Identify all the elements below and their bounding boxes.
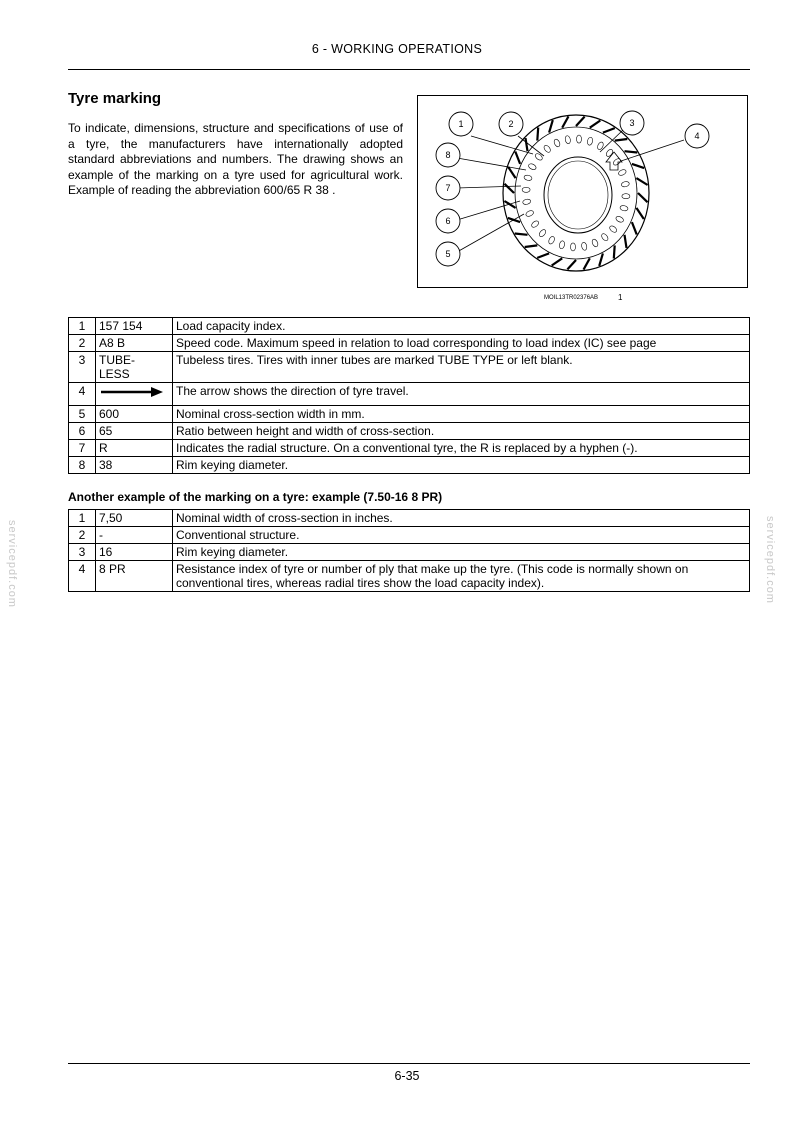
table-row — [69, 318, 750, 335]
marking-description: The arrow shows the direction of tyre travel. — [173, 383, 750, 406]
intro-paragraph: To indicate, dimensions, structure and specifications of use of a tyre, the manufacturers have internationally adopted standard abbreviations and numbers. The drawing shows an example of the marking on a tyre used for agricultural work. Example of reading the abbreviation 600/65 R 38 . — [68, 121, 403, 197]
tread-lug — [599, 253, 603, 266]
sidewall-mark — [609, 225, 618, 234]
row-number: 2 — [69, 527, 96, 544]
callout-leaders — [457, 130, 684, 252]
sidewall-mark — [538, 228, 547, 237]
marking-code: 8 PR — [96, 561, 173, 592]
row-number: 4 — [69, 561, 96, 592]
table-row — [69, 423, 750, 440]
sidewall-mark — [522, 187, 530, 192]
figure-caption: MOIL13TR02376AB — [544, 295, 599, 301]
tread-lug — [636, 208, 643, 219]
marking-description: Resistance index of tyre or number of ply that make up the tyre. (This code is normally shown on conventional tires, whereas radial tires show the load capacity index). — [173, 561, 750, 592]
marking-code — [96, 383, 173, 406]
marking-code: - — [96, 527, 173, 544]
tread-lug — [576, 117, 585, 126]
tread-lug — [515, 234, 528, 235]
marking-code: R — [96, 440, 173, 457]
callout-2-label: 2 — [508, 119, 514, 129]
tread-lug — [632, 222, 637, 234]
page-number: 6-35 — [394, 1069, 420, 1083]
table-row — [69, 527, 750, 544]
tyre-marking-table — [68, 317, 750, 474]
marking-description: Rim keying diameter. — [173, 457, 750, 474]
row-number: 5 — [69, 406, 96, 423]
second-example-heading: Another example of the marking on a tyre: example (7.50-16 8 PR) — [68, 490, 443, 504]
row-number: 2 — [69, 335, 96, 352]
header-rule — [68, 69, 750, 70]
marking-code: 16 — [96, 544, 173, 561]
sidewall-mark — [522, 198, 531, 205]
table-row — [69, 510, 750, 527]
tyre-figure — [417, 95, 748, 288]
row-number: 1 — [69, 318, 96, 335]
tread-lug — [584, 258, 590, 269]
tread-lug — [537, 128, 538, 141]
marking-code: 65 — [96, 423, 173, 440]
sidewall-mark — [615, 215, 624, 223]
sidewall-mark — [600, 233, 609, 242]
sidewall-mark — [524, 174, 533, 181]
running-header: 6 - WORKING OPERATIONS — [311, 42, 483, 56]
sidewall-mark — [559, 240, 566, 249]
marking-code: A8 B — [96, 335, 173, 352]
sidewall-mark — [528, 163, 537, 171]
tread-lug — [603, 128, 615, 133]
callout-7-label: 7 — [445, 183, 451, 193]
callout-6-label: 6 — [445, 216, 451, 226]
tread-lug — [562, 116, 568, 127]
marking-description: Tubeless tires. Tires with inner tubes are marked TUBE TYPE or left blank. — [173, 352, 750, 383]
sidewall-mark — [591, 238, 599, 247]
sidewall-mark — [618, 169, 627, 177]
row-number: 7 — [69, 440, 96, 457]
tyre-inner-outline — [515, 127, 637, 259]
marking-description: Indicates the radial structure. On a conventional tyre, the R is replaced by a hyphen (-). — [173, 440, 750, 457]
sidewall-mark — [622, 194, 630, 199]
marking-code: 600 — [96, 406, 173, 423]
marking-code — [96, 352, 173, 383]
tread-lug — [549, 120, 553, 133]
sidewall-mark — [577, 135, 582, 143]
table-row — [69, 440, 750, 457]
sidewall-mark — [564, 135, 571, 144]
watermark-right: servicepdf.com — [764, 516, 776, 604]
row-number: 4 — [69, 383, 96, 406]
sidewall-mark — [543, 144, 552, 153]
row-number: 8 — [69, 457, 96, 474]
tread-lug — [552, 258, 563, 265]
sidewall-mark — [620, 205, 629, 212]
sidewall-mark — [553, 138, 561, 147]
tread-lug — [632, 164, 644, 168]
callout-4-label: 4 — [694, 131, 700, 141]
row-number: 3 — [69, 544, 96, 561]
table-row — [69, 561, 750, 592]
tread-lug — [567, 260, 576, 269]
tread-lug — [638, 193, 648, 202]
callout-1-label: 1 — [458, 119, 464, 129]
tread-lugs — [504, 116, 647, 269]
sidewall-mark — [525, 210, 534, 218]
sidewall-mark — [530, 220, 539, 229]
callout-8-label: 8 — [445, 150, 451, 160]
callout-3-label: 3 — [629, 118, 635, 128]
marking-code: 7,50 — [96, 510, 173, 527]
sidewall-mark — [581, 242, 588, 251]
tread-lug — [614, 245, 615, 258]
marking-description: Conventional structure. — [173, 527, 750, 544]
marking-code: 157 154 — [96, 318, 173, 335]
row-number: 1 — [69, 510, 96, 527]
tread-lug — [615, 139, 628, 141]
table-row — [69, 544, 750, 561]
travel-direction-arrow-icon — [99, 384, 165, 398]
section-title: Tyre marking — [68, 90, 162, 107]
row-number: 3 — [69, 352, 96, 383]
tread-lug — [625, 151, 638, 152]
tread-lug — [504, 201, 515, 208]
tread-lug — [525, 245, 538, 247]
tread-lug — [636, 178, 647, 185]
marking-description: Load capacity index. — [173, 318, 750, 335]
marking-description: Nominal cross-section width in mm. — [173, 406, 750, 423]
tread-lug — [590, 121, 601, 128]
tread-lug — [526, 138, 528, 151]
tread-lug — [508, 167, 515, 178]
marking-description: Speed code. Maximum speed in relation to load corresponding to load index (IC) see page — [173, 335, 750, 352]
footer-rule — [68, 1063, 750, 1064]
table-row — [69, 457, 750, 474]
table-row — [69, 406, 750, 423]
tubeless-code: TUBE- LESS — [99, 353, 135, 381]
sidewall-mark — [587, 137, 594, 146]
watermark-left: servicepdf.com — [6, 520, 18, 608]
figure-number: 1 — [618, 293, 623, 302]
conventional-tyre-table — [68, 509, 750, 592]
tread-lug — [515, 152, 520, 164]
table-row — [69, 383, 750, 406]
callout-5-label: 5 — [445, 249, 451, 259]
sidewall-mark — [571, 243, 576, 251]
tyre-illustration — [418, 96, 749, 289]
tread-lug — [625, 235, 627, 248]
sidewall-mark — [605, 148, 614, 157]
marking-description: Rim keying diameter. — [173, 544, 750, 561]
marking-code: 38 — [96, 457, 173, 474]
tread-lug — [505, 184, 515, 193]
table-row — [69, 352, 750, 383]
sidewall-mark — [621, 181, 630, 188]
row-number: 6 — [69, 423, 96, 440]
marking-description: Ratio between height and width of cross-section. — [173, 423, 750, 440]
rim-inner — [548, 161, 608, 229]
table-row — [69, 335, 750, 352]
sidewall-mark — [548, 236, 556, 245]
marking-description: Nominal width of cross-section in inches. — [173, 510, 750, 527]
rim-outline — [544, 157, 612, 233]
sidewall-mark — [534, 152, 543, 161]
tread-lug — [537, 253, 549, 258]
